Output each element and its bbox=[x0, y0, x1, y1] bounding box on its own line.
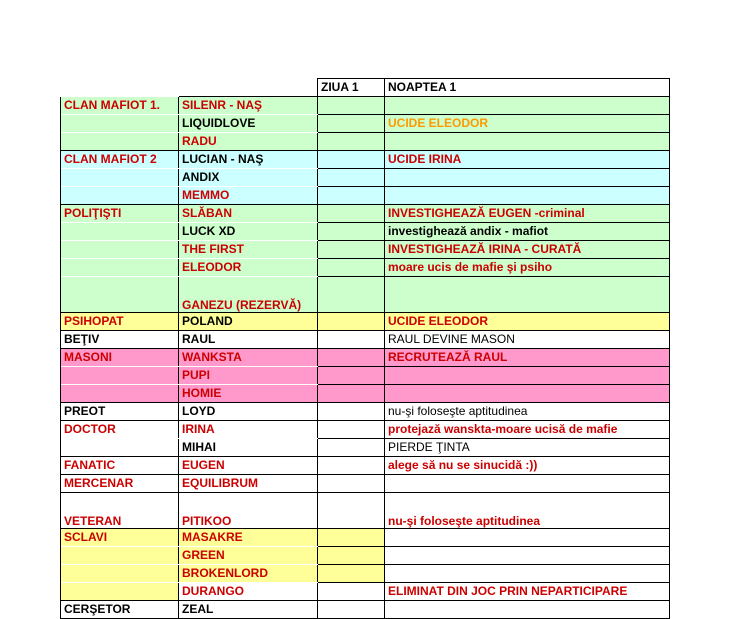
day-cell bbox=[318, 97, 385, 115]
table-row bbox=[61, 223, 670, 241]
player-cell: LIQUIDLOVE bbox=[179, 115, 318, 133]
game-roster-table bbox=[60, 78, 670, 619]
table-row bbox=[61, 151, 670, 169]
group-cell bbox=[61, 115, 179, 133]
day-cell bbox=[318, 493, 385, 529]
table-row bbox=[61, 457, 670, 475]
group-cell bbox=[61, 367, 179, 385]
night-cell bbox=[385, 601, 670, 619]
header-night: NOAPTEA 1 bbox=[385, 79, 670, 97]
player-cell: SLĂBAN bbox=[179, 205, 318, 223]
player-cell: ZEAL bbox=[179, 601, 318, 619]
night-cell: nu-şi foloseşte aptitudinea bbox=[385, 403, 670, 421]
table-row bbox=[61, 547, 670, 565]
player-cell: GANEZU (REZERVĂ) bbox=[179, 277, 318, 313]
player-cell: PITIKOO bbox=[179, 493, 318, 529]
player-cell: IRINA bbox=[179, 421, 318, 439]
night-cell bbox=[385, 475, 670, 493]
table-row bbox=[61, 187, 670, 205]
day-cell bbox=[318, 151, 385, 169]
table-row bbox=[61, 403, 670, 421]
day-cell bbox=[318, 475, 385, 493]
day-cell bbox=[318, 169, 385, 187]
day-cell bbox=[318, 529, 385, 547]
player-cell: EUGEN bbox=[179, 457, 318, 475]
group-cell: CLAN MAFIOT 1. bbox=[61, 97, 179, 115]
night-cell: RECRUTEAZĂ RAUL bbox=[385, 349, 670, 367]
day-cell bbox=[318, 115, 385, 133]
group-cell: MERCENAR bbox=[61, 475, 179, 493]
table-row bbox=[61, 367, 670, 385]
player-cell: PUPI bbox=[179, 367, 318, 385]
group-cell bbox=[61, 277, 179, 313]
night-cell bbox=[385, 367, 670, 385]
night-cell bbox=[385, 385, 670, 403]
header-row bbox=[61, 79, 670, 97]
night-cell: INVESTIGHEAZĂ IRINA - CURATĂ bbox=[385, 241, 670, 259]
table-row bbox=[61, 583, 670, 601]
player-cell: LUCK XD bbox=[179, 223, 318, 241]
day-cell bbox=[318, 547, 385, 565]
header-blank-name bbox=[179, 79, 318, 97]
group-cell bbox=[61, 223, 179, 241]
player-cell: GREEN bbox=[179, 547, 318, 565]
day-cell bbox=[318, 133, 385, 151]
night-cell: ELIMINAT DIN JOC PRIN NEPARTICIPARE bbox=[385, 583, 670, 601]
group-cell bbox=[61, 169, 179, 187]
player-cell: SILENR - NAŞ bbox=[179, 97, 318, 115]
day-cell bbox=[318, 205, 385, 223]
player-cell: WANKSTA bbox=[179, 349, 318, 367]
day-cell bbox=[318, 331, 385, 349]
day-cell bbox=[318, 367, 385, 385]
night-cell: UCIDE IRINA bbox=[385, 151, 670, 169]
table-row bbox=[61, 331, 670, 349]
group-cell: SCLAVI bbox=[61, 529, 179, 547]
player-cell: EQUILIBRUM bbox=[179, 475, 318, 493]
night-cell: moare ucis de mafie şi psiho bbox=[385, 259, 670, 277]
night-cell bbox=[385, 169, 670, 187]
night-cell: UCIDE ELEODOR bbox=[385, 313, 670, 331]
day-cell bbox=[318, 457, 385, 475]
day-cell bbox=[318, 223, 385, 241]
day-cell bbox=[318, 313, 385, 331]
player-cell: LUCIAN - NAŞ bbox=[179, 151, 318, 169]
group-cell: CERŞETOR bbox=[61, 601, 179, 619]
day-cell bbox=[318, 187, 385, 205]
table-row bbox=[61, 475, 670, 493]
table-row bbox=[61, 565, 670, 583]
group-cell: VETERAN bbox=[61, 493, 179, 529]
table-row bbox=[61, 385, 670, 403]
player-cell: MIHAI bbox=[179, 439, 318, 457]
night-cell: UCIDE ELEODOR bbox=[385, 115, 670, 133]
player-cell: RAUL bbox=[179, 331, 318, 349]
group-cell bbox=[61, 583, 179, 601]
group-cell: PREOT bbox=[61, 403, 179, 421]
night-cell: nu-şi foloseşte aptitudinea bbox=[385, 493, 670, 529]
player-cell: BROKENLORD bbox=[179, 565, 318, 583]
player-cell: ANDIX bbox=[179, 169, 318, 187]
day-cell bbox=[318, 601, 385, 619]
group-cell: BEŢIV bbox=[61, 331, 179, 349]
group-cell bbox=[61, 565, 179, 583]
group-cell bbox=[61, 547, 179, 565]
table-row bbox=[61, 133, 670, 151]
group-cell: CLAN MAFIOT 2 bbox=[61, 151, 179, 169]
group-cell: POLIŢIŞTI bbox=[61, 205, 179, 223]
table-row bbox=[61, 421, 670, 439]
day-cell bbox=[318, 583, 385, 601]
table-row bbox=[61, 205, 670, 223]
table-row bbox=[61, 439, 670, 457]
table-row bbox=[61, 241, 670, 259]
player-cell: MEMMO bbox=[179, 187, 318, 205]
table-row bbox=[61, 349, 670, 367]
table-row bbox=[61, 115, 670, 133]
player-cell: LOYD bbox=[179, 403, 318, 421]
day-cell bbox=[318, 565, 385, 583]
table-row bbox=[61, 601, 670, 619]
night-cell: alege să nu se sinucidă :)) bbox=[385, 457, 670, 475]
day-cell bbox=[318, 421, 385, 439]
player-cell: DURANGO bbox=[179, 583, 318, 601]
day-cell bbox=[318, 385, 385, 403]
group-cell bbox=[61, 385, 179, 403]
day-cell bbox=[318, 349, 385, 367]
table-row bbox=[61, 529, 670, 547]
day-cell bbox=[318, 259, 385, 277]
player-cell: MASAKRE bbox=[179, 529, 318, 547]
player-cell: THE FIRST bbox=[179, 241, 318, 259]
header-day: ZIUA 1 bbox=[318, 79, 385, 97]
night-cell bbox=[385, 547, 670, 565]
table-row bbox=[61, 259, 670, 277]
table-row bbox=[61, 97, 670, 115]
table-row bbox=[61, 493, 670, 529]
day-cell bbox=[318, 277, 385, 313]
group-cell: PSIHOPAT bbox=[61, 313, 179, 331]
day-cell bbox=[318, 403, 385, 421]
table-row bbox=[61, 169, 670, 187]
group-cell: DOCTOR bbox=[61, 421, 179, 439]
group-cell bbox=[61, 241, 179, 259]
night-cell: protejază wanskta-moare ucisă de mafie bbox=[385, 421, 670, 439]
group-cell bbox=[61, 439, 179, 457]
group-cell bbox=[61, 187, 179, 205]
night-cell bbox=[385, 187, 670, 205]
group-cell bbox=[61, 259, 179, 277]
player-cell: HOMIE bbox=[179, 385, 318, 403]
night-cell: PIERDE ŢINTA bbox=[385, 439, 670, 457]
night-cell bbox=[385, 277, 670, 313]
table-row bbox=[61, 277, 670, 313]
header-blank-group bbox=[61, 79, 179, 97]
day-cell bbox=[318, 439, 385, 457]
night-cell: RAUL DEVINE MASON bbox=[385, 331, 670, 349]
player-cell: RADU bbox=[179, 133, 318, 151]
group-cell: MASONI bbox=[61, 349, 179, 367]
night-cell: INVESTIGHEAZĂ EUGEN -criminal bbox=[385, 205, 670, 223]
night-cell bbox=[385, 565, 670, 583]
night-cell bbox=[385, 133, 670, 151]
night-cell: investighează andix - mafiot bbox=[385, 223, 670, 241]
player-cell: ELEODOR bbox=[179, 259, 318, 277]
group-cell bbox=[61, 133, 179, 151]
night-cell bbox=[385, 529, 670, 547]
day-cell bbox=[318, 241, 385, 259]
night-cell bbox=[385, 97, 670, 115]
group-cell: FANATIC bbox=[61, 457, 179, 475]
player-cell: POLAND bbox=[179, 313, 318, 331]
table-row bbox=[61, 313, 670, 331]
